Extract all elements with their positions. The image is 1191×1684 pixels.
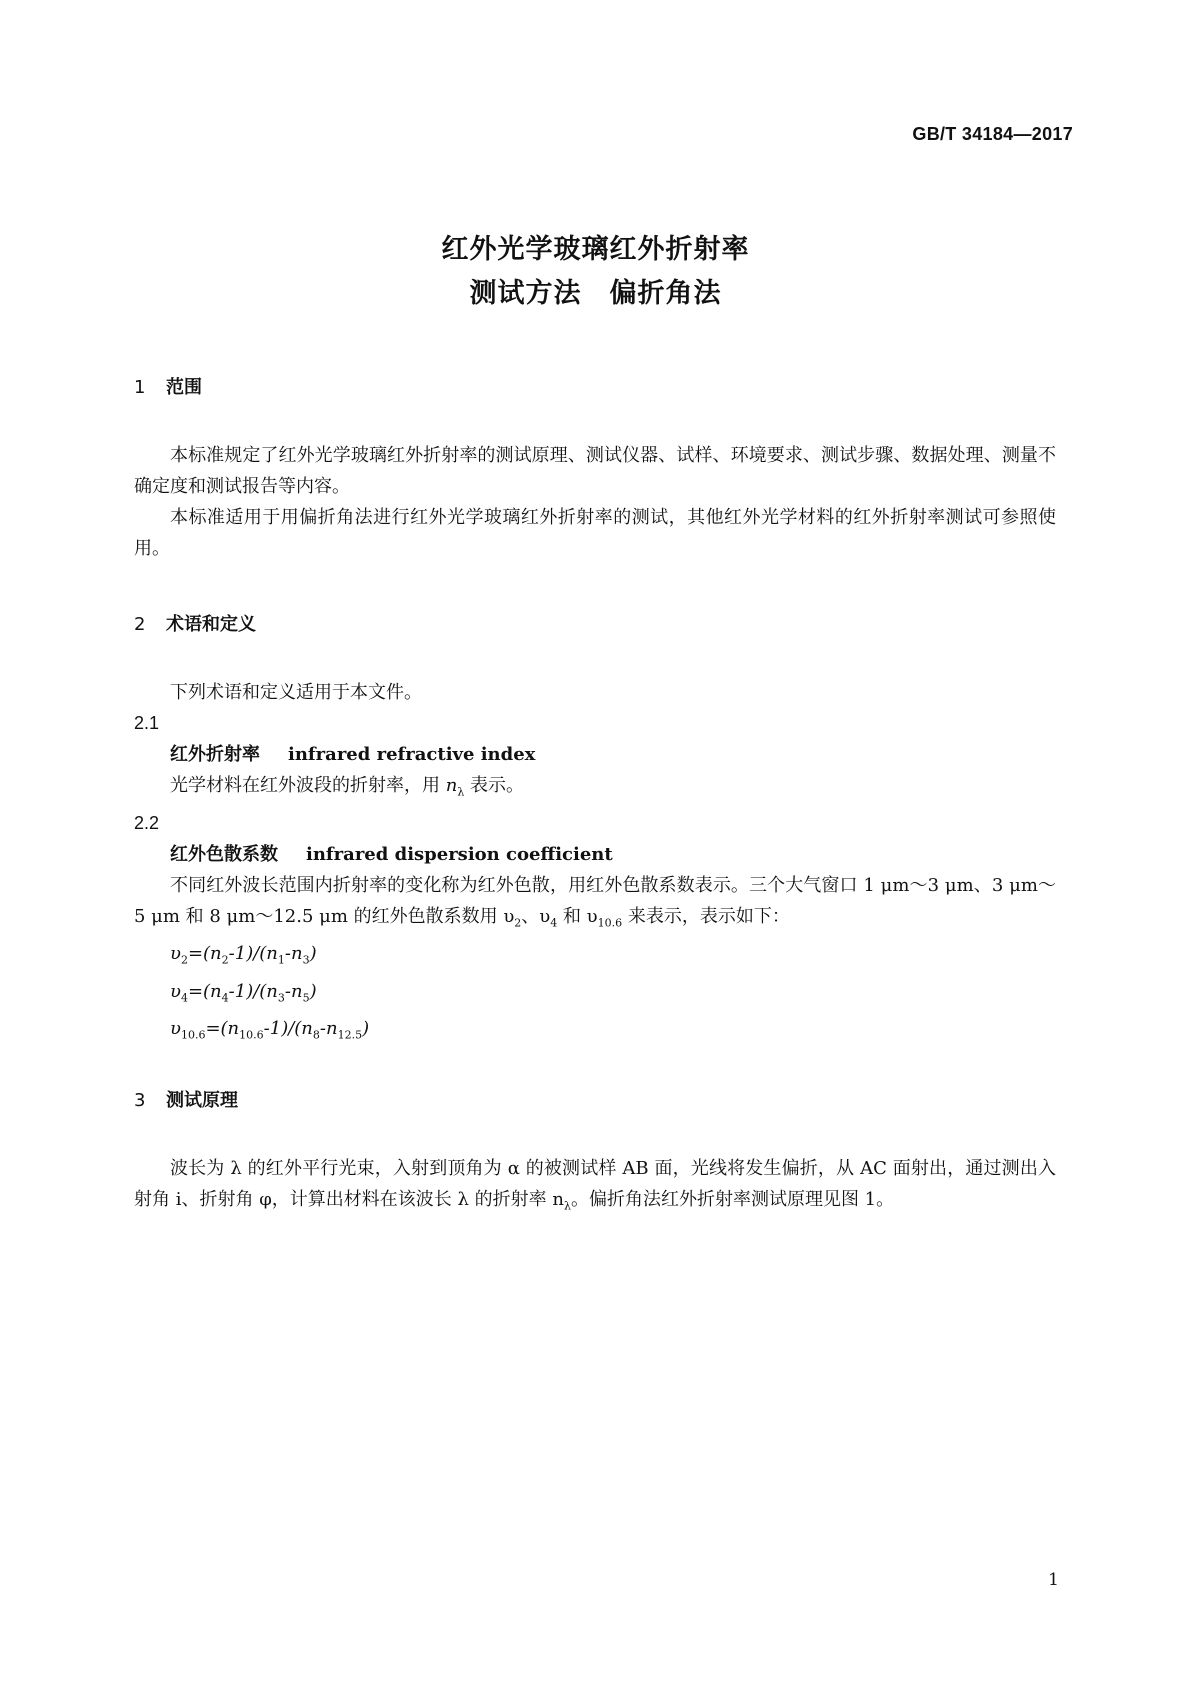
section-1-heading: 1 范围 [134,377,202,398]
formula-3: $\upsilon_{10.6}=(n_{10.6}-1)/(n_8-n_{12.5})$ [170,1018,370,1042]
section-1-paragraph-2: 本标准适用于用偏折角法进行红外光学玻璃红外折射率的测试，其他红外光学材料的红外折射率测试可参照使用。 [134,507,1056,559]
formula-1: $\upsilon_2=(n_2-1)/(n_1-n_3)$ [170,943,317,967]
term-2-1-definition: 光学材料在红外波段的折射率，用 $n_\lambda$ 表示。 [170,775,525,799]
section-2-heading: 2 术语和定义 [134,614,256,635]
section-3-paragraph: 波长为 λ 的红外平行光束，入射到顶角为 α 的被测试样 AB 面，光线将发生偏折，从 AC 面射出，通过测出入射角 i、折射角 φ，计算出材料在该波长 λ 的折射率 $n_\lambda$。偏折角法红外折射率测试原理见图 1。 [134,1157,1056,1213]
page-number: 1 [1048,1570,1059,1590]
formula-2: $\upsilon_4=(n_4-1)/(n_3-n_5)$ [170,980,317,1005]
term-2-1-number: 2.1 [134,713,160,733]
section-2-intro: 下列术语和定义适用于本文件。 [170,682,422,703]
section-3-heading: 3 测试原理 [134,1089,238,1111]
standard-number: GB/T 34184—2017 [912,124,1073,144]
term-2-2-number: 2.2 [134,812,160,833]
title-line-2: 测试方法 偏折角法 [469,278,722,309]
term-2-1-title: 红外折射率 infrared refractive index [170,744,536,765]
title-line-1: 红外光学玻璃红外折射率 [441,234,750,265]
document-body [134,372,1056,1222]
term-2-2-title: 红外色散系数 infrared dispersion coefficient [170,843,613,865]
term-2-2-definition: 不同红外波长范围内折射率的变化称为红外色散，用红外色散系数表示。三个大气窗口 1 μm～3 μm、3 μm～5 μm 和 8 μm～12.5 μm 的红外色散系数用 $\upsilon_2$、$\upsilon_4$ 和 $\upsilon_{10.6}$ 来表示，表示如下： [134,874,1056,930]
document-title [0,228,1191,316]
section-1-paragraph-1: 本标准规定了红外光学玻璃红外折射率的测试原理、测试仪器、试样、环境要求、测试步骤、数据处理、测量不确定度和测试报告等内容。 [134,445,1056,497]
